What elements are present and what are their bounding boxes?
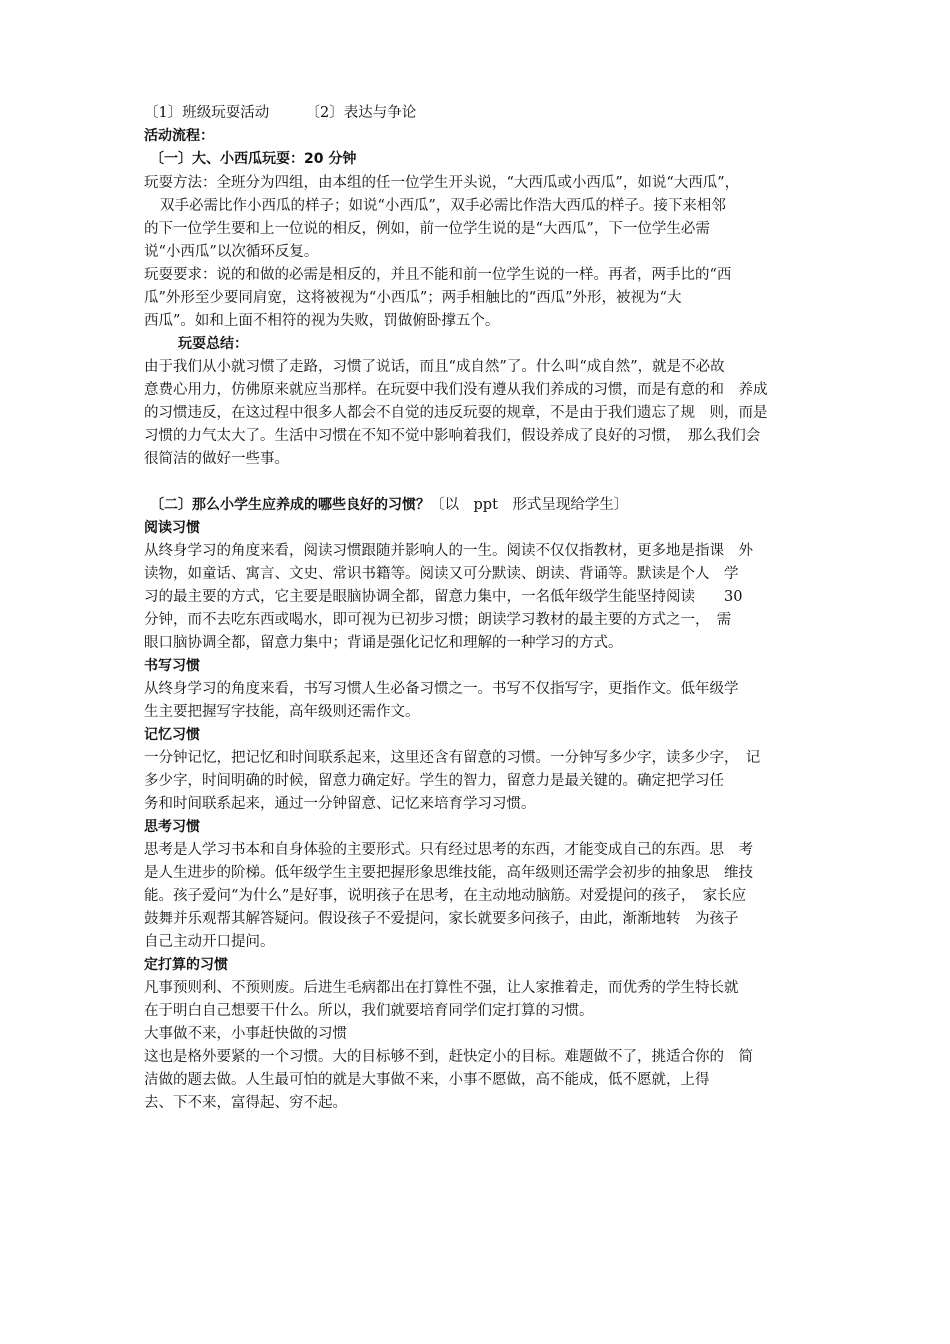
- reading-line: 读物，如童话、寓言、文史、常识书籍等。阅读又可分默读、朗读、背诵等。默读是个人 学: [144, 566, 739, 582]
- method-line: 玩耍方法：全班分为四组，由本组的任一位学生开头说，“大西瓜或小西瓜”，如说“大西瓜”，: [144, 175, 740, 191]
- memory-line: 一分钟记忆，把记忆和时间联系起来，这里还含有留意的习惯。一分钟写多少字，读多少字， 记: [144, 750, 761, 766]
- reading-line: 从终身学习的角度来看，阅读习惯跟随并影响人的一生。阅读不仅仅指教材，更多地是指课 外: [144, 543, 753, 559]
- flow-title: 活动流程：: [144, 128, 214, 144]
- writing-title: 书写习惯: [144, 658, 200, 674]
- method-line: 的下一位学生要和上一位说的相反，例如，前一位学生说的是“大西瓜”，下一位学生必需: [144, 221, 710, 237]
- memory-title: 记忆习惯: [144, 727, 200, 743]
- plan-line: 在于明白自己想要干什么。所以，我们就要培育同学们定打算的习惯。: [144, 1003, 594, 1019]
- section2-title: 〔二〕那么小学生应养成的哪些良好的习惯？: [150, 497, 430, 513]
- summary-line: 由于我们从小就习惯了走路，习惯了说话，而且“成自然”了。什么叫“成自然”，就是不必故: [144, 359, 725, 375]
- thinking-line: 能。孩子爱问“为什么”是好事，说明孩子在思考，在主动地动脑筋。对爱提问的孩子， 家长应: [144, 888, 747, 904]
- summary-line: 意费心用力，仿佛原来就应当那样。在玩耍中我们没有遵从我们养成的习惯，而是有意的和 养成: [144, 382, 768, 398]
- thinking-line: 是人生进步的阶梯。低年级学生主要把握形象思维技能，高年级则还需学会初步的抽象思 维技: [144, 865, 753, 881]
- writing-line: 从终身学习的角度来看，书写习惯人生必备习惯之一。书写不仅指写字，更指作文。低年级学: [144, 681, 739, 697]
- method-line: 说“小西瓜”以次循环反复。: [144, 244, 319, 260]
- requirement-line: 玩耍要求：说的和做的必需是相反的，并且不能和前一位学生说的一样。再者，两手比的“西: [144, 267, 732, 283]
- summary-line: 的习惯违反，在这过程中很多人都会不自觉的违反玩耍的规章，不是由于我们遗忘了规 则，而是: [144, 405, 768, 421]
- requirement-line: 西瓜”。如和上面不相符的视为失败，罚做俯卧撑五个。: [144, 313, 500, 329]
- reading-title: 阅读习惯: [144, 520, 200, 536]
- summary-line: 很简洁的做好一些事。: [144, 451, 289, 467]
- plan-line: 凡事预则利、不预则废。后进生毛病都出在打算性不强，让人家推着走，而优秀的学生特长就: [144, 980, 739, 996]
- memory-line: 多少字，时间明确的时候，留意力确定好。学生的智力，留意力是最关键的。确定把学习任: [144, 773, 724, 789]
- thinking-line: 思考是人学习书本和自身体验的主要形式。只有经过思考的东西，才能变成自己的东西。思 考: [144, 842, 753, 858]
- thinking-line: 自己主动开口提问。: [144, 934, 275, 950]
- section2-title-row: [150, 495, 628, 515]
- section1-title: 〔一〕大、小西瓜玩耍：20 分钟: [150, 151, 357, 167]
- section2-title-note: 〔以 ppt 形式呈现给学生〕: [430, 497, 629, 513]
- intro-items: 〔1〕班级玩耍活动 〔2〕表达与争论: [144, 105, 417, 121]
- reading-line: 眼口脑协调全都，留意力集中；背诵是强化记忆和理解的一种学习的方式。: [144, 635, 623, 651]
- method-line: 双手必需比作小西瓜的样子；如说“小西瓜”，双手必需比作浩大西瓜的样子。接下来相邻: [160, 198, 726, 214]
- summary-title: 玩耍总结：: [178, 336, 248, 352]
- reading-line: 分钟，而不去吃东西或喝水，即可视为已初步习惯；朗读学习教材的最主要的方式之一， 需: [144, 612, 732, 628]
- thinking-title: 思考习惯: [144, 819, 200, 835]
- small-title: 大事做不来，小事赶快做的习惯: [144, 1026, 347, 1042]
- reading-line: 习的最主要的方式，它主要是眼脑协调全都，留意力集中，一名低年级学生能坚持阅读 30: [144, 589, 743, 605]
- plan-title: 定打算的习惯: [144, 957, 228, 973]
- small-line: 这也是格外要紧的一个习惯。大的目标够不到，赶快定小的目标。难题做不了，挑适合你的 简: [144, 1049, 753, 1065]
- requirement-line: 瓜”外形至少要同肩宽，这将被视为“小西瓜”；两手相触比的“西瓜”外形，被视为“大: [144, 290, 682, 306]
- memory-line: 务和时间联系起来，通过一分钟留意、记忆来培育学习习惯。: [144, 796, 536, 812]
- writing-line: 生主要把握写字技能，高年级则还需作文。: [144, 704, 420, 720]
- summary-line: 习惯的力气太大了。生活中习惯在不知不觉中影响着我们，假设养成了良好的习惯， 那么我们会: [144, 428, 761, 444]
- thinking-line: 鼓舞并乐观帮其解答疑问。假设孩子不爱提问，家长就要多问孩子，由此，渐渐地转 为孩子: [144, 911, 739, 927]
- small-line: 去、下不来，富得起、穷不起。: [144, 1095, 347, 1111]
- small-line: 洁做的题去做。人生最可怕的就是大事做不来，小事不愿做，高不能成，低不愿就，上得: [144, 1072, 710, 1088]
